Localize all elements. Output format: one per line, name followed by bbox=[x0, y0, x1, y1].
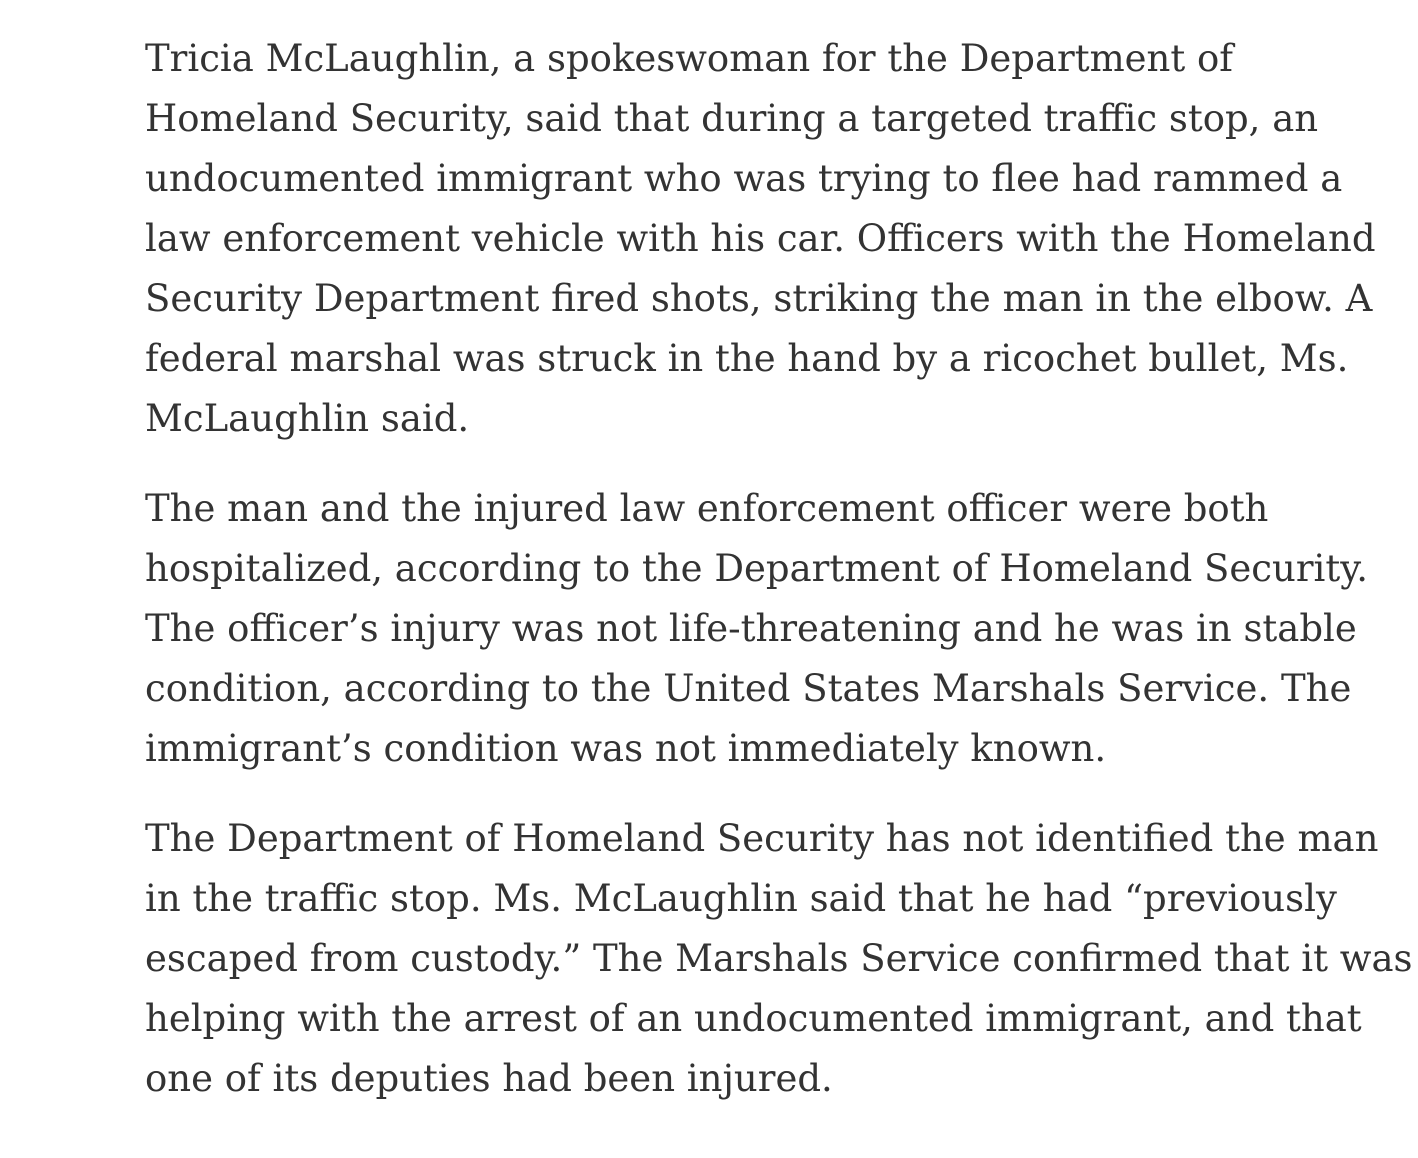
article-line: Security Department fired shots, striking the man in the elbow. A bbox=[145, 277, 1373, 320]
article-line: hospitalized, according to the Department of Homeland Security. bbox=[145, 547, 1368, 590]
article-line: The Department of Homeland Security has not identified the man bbox=[145, 817, 1379, 860]
article-line: undocumented immigrant who was trying to flee had rammed a bbox=[145, 157, 1343, 200]
article-paragraph bbox=[145, 809, 1413, 1109]
article-line: The man and the injured law enforcement officer were both bbox=[145, 487, 1269, 530]
article-paragraph bbox=[145, 29, 1398, 449]
article-line: law enforcement vehicle with his car. Officers with the Homeland bbox=[145, 217, 1376, 260]
article-line: condition, according to the United States Marshals Service. The bbox=[145, 667, 1352, 710]
article-line: escaped from custody.” The Marshals Service confirmed that it was bbox=[145, 937, 1413, 980]
article-line: Homeland Security, said that during a targeted traffic stop, an bbox=[145, 97, 1319, 140]
article-line: helping with the arrest of an undocumented immigrant, and that bbox=[145, 997, 1362, 1040]
article-line: Tricia McLaughlin, a spokeswoman for the Department of bbox=[145, 37, 1233, 80]
article-line: federal marshal was struck in the hand by a ricochet bullet, Ms. bbox=[145, 337, 1349, 380]
article-line: The officer’s injury was not life-threatening and he was in stable bbox=[145, 607, 1357, 650]
article-line: immigrant’s condition was not immediately known. bbox=[145, 727, 1107, 770]
article-line: McLaughlin said. bbox=[145, 397, 470, 440]
article-paragraph bbox=[145, 479, 1398, 779]
article-line: one of its deputies had been injured. bbox=[145, 1057, 833, 1100]
article-line: in the traffic stop. Ms. McLaughlin said that he had “previously bbox=[145, 877, 1337, 920]
